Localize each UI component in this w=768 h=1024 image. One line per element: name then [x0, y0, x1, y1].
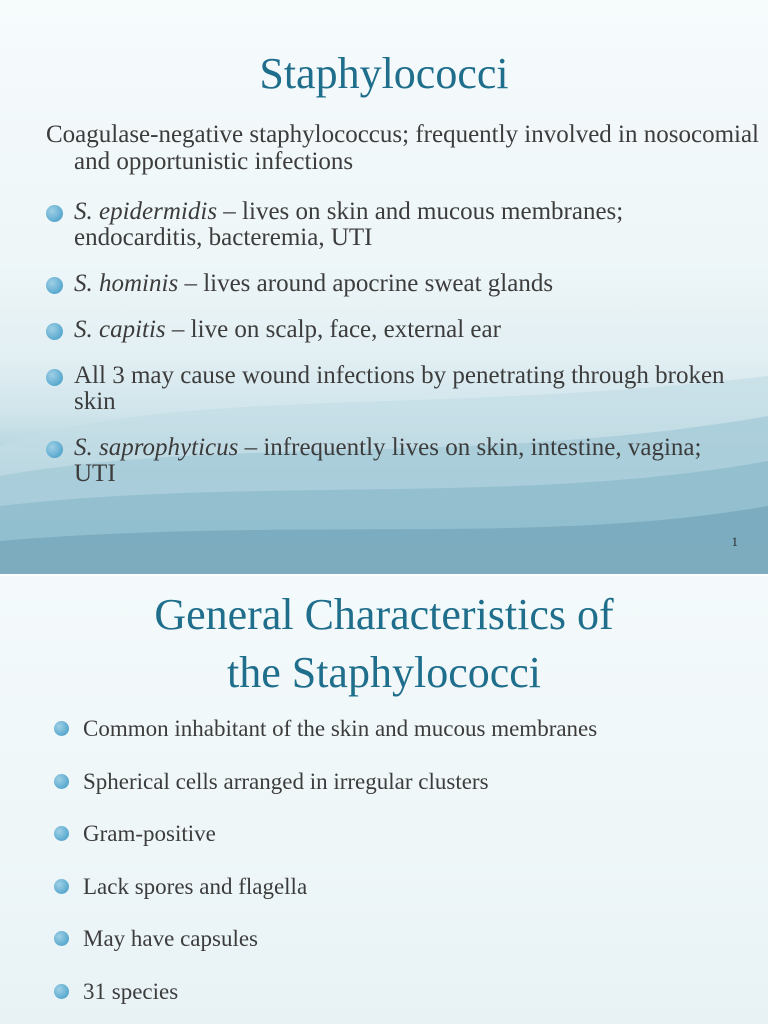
bullet-text: – infrequently lives on skin, intestine, vagina; UTI: [74, 434, 702, 487]
bullet-icon: [54, 774, 69, 789]
list-item: [54, 979, 734, 1005]
slide-1-title: Staphylococci: [259, 49, 509, 98]
bullet-text: Lack spores and flagella: [83, 873, 308, 899]
bullet-icon: [46, 323, 63, 340]
bullet-text: – lives around apocrine sweat glands: [178, 270, 554, 297]
page-number: 1: [731, 534, 738, 549]
intro-text: Coagulase-negative staphylococcus; frequently involved in nosocomial and opportunistic infections: [46, 121, 760, 175]
bullet-icon: [54, 879, 69, 894]
list-item: [46, 363, 736, 415]
bullet-icon: [54, 984, 69, 999]
slide-2-title: [0, 586, 768, 702]
species-name: S. saprophyticus: [74, 434, 239, 461]
bullet-icon: [46, 441, 63, 458]
bullet-text: – lives on skin and mucous membranes; endocarditis, bacteremia, UTI: [74, 198, 624, 251]
slide-2-title-line-2: the Staphylococci: [226, 648, 541, 697]
slide-2-bullet-list: [54, 716, 734, 1024]
bullet-text: 31 species: [83, 978, 179, 1004]
bullet-icon: [54, 826, 69, 841]
bullet-icon: [46, 369, 63, 386]
bullet-icon: [54, 931, 69, 946]
list-item: [54, 821, 734, 847]
bullet-text: – live on scalp, face, external ear: [165, 316, 501, 343]
species-name: S. capitis: [74, 316, 166, 343]
bullet-text: Gram-positive: [83, 821, 216, 846]
list-item: [54, 874, 734, 900]
list-item: [46, 271, 736, 297]
bullet-text: All 3 may cause wound infections by penetrating through broken skin: [74, 362, 725, 415]
list-item: [46, 199, 736, 251]
slide-2: [0, 576, 768, 1024]
list-item: [54, 716, 734, 742]
list-item: [54, 769, 734, 795]
slide-1-bullet-list: [46, 199, 736, 507]
bullet-icon: [54, 721, 69, 736]
bullet-text: Spherical cells arranged in irregular clusters: [83, 768, 489, 794]
slide-2-title-line-1: General Characteristics of: [154, 590, 614, 639]
list-item: [46, 435, 736, 487]
bullet-text: May have capsules: [83, 926, 258, 951]
bullet-text: Common inhabitant of the skin and mucous membranes: [83, 716, 598, 741]
bullet-icon: [46, 205, 63, 222]
list-item: [54, 926, 734, 952]
species-name: S. hominis: [74, 270, 179, 297]
species-name: S. epidermidis: [74, 198, 218, 225]
list-item: [46, 317, 736, 343]
bullet-icon: [46, 277, 63, 294]
